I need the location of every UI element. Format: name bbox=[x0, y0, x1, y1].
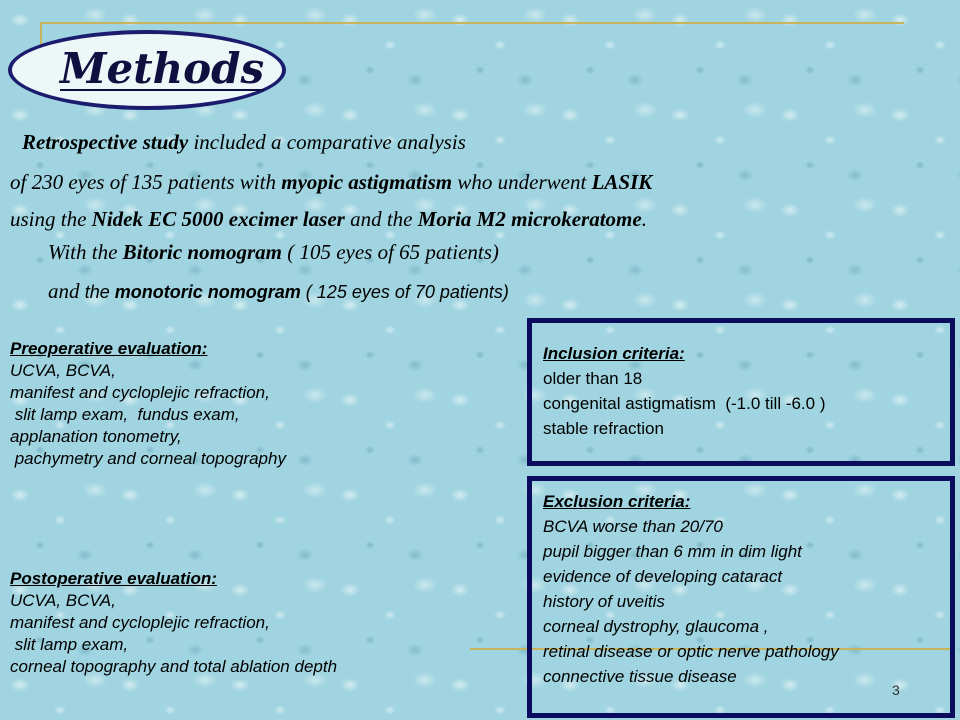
inclusion-item: congenital astigmatism (-1.0 till -6.0 ) bbox=[543, 394, 826, 413]
intro-line-4: With the Bitoric nomogram ( 105 eyes of 65 patients) bbox=[48, 240, 499, 264]
preoperative-item: manifest and cycloplejic refraction, bbox=[10, 383, 270, 402]
postoperative-item: manifest and cycloplejic refraction, bbox=[10, 613, 270, 632]
exclusion-item: pupil bigger than 6 mm in dim light bbox=[543, 542, 802, 561]
inclusion-item: older than 18 bbox=[543, 369, 643, 388]
inclusion-item: stable refraction bbox=[543, 419, 664, 438]
exclusion-item: BCVA worse than 20/70 bbox=[543, 517, 723, 536]
exclusion-item: connective tissue disease bbox=[543, 667, 737, 686]
preoperative-heading: Preoperative evaluation: bbox=[10, 339, 208, 358]
exclusion-criteria-box bbox=[527, 476, 955, 718]
page-number: 3 bbox=[892, 682, 900, 698]
exclusion-item: history of uveitis bbox=[543, 592, 665, 611]
postoperative-section bbox=[10, 568, 337, 678]
preoperative-item: UCVA, BCVA, bbox=[10, 361, 116, 380]
exclusion-item: corneal dystrophy, glaucoma , bbox=[543, 617, 769, 636]
intro-line-1: Retrospective study included a comparative analysis bbox=[22, 130, 466, 154]
accent-line-top bbox=[40, 22, 904, 24]
preoperative-item: pachymetry and corneal topography bbox=[10, 449, 286, 468]
postoperative-item: slit lamp exam, bbox=[10, 635, 129, 654]
preoperative-item: slit lamp exam, fundus exam, bbox=[10, 405, 240, 424]
exclusion-item: retinal disease or optic nerve pathology bbox=[543, 642, 839, 661]
intro-line-3: using the Nidek EC 5000 excimer laser and the Moria M2 microkeratome. bbox=[10, 207, 647, 231]
slide-title: Methods bbox=[60, 44, 265, 93]
postoperative-item: UCVA, BCVA, bbox=[10, 591, 116, 610]
intro-bold-retrospective: Retrospective study bbox=[22, 130, 189, 154]
inclusion-heading: Inclusion criteria: bbox=[543, 344, 685, 363]
intro-line-2: of 230 eyes of 135 patients with myopic astigmatism who underwent LASIK bbox=[10, 170, 653, 194]
inclusion-criteria-box bbox=[527, 318, 955, 466]
exclusion-item: evidence of developing cataract bbox=[543, 567, 783, 586]
exclusion-heading: Exclusion criteria: bbox=[543, 492, 691, 511]
preoperative-item: applanation tonometry, bbox=[10, 427, 182, 446]
intro-line-5: and the monotoric nomogram ( 125 eyes of 70 patients) bbox=[48, 279, 509, 303]
postoperative-item: corneal topography and total ablation depth bbox=[10, 657, 338, 676]
preoperative-section bbox=[10, 338, 286, 470]
postoperative-heading: Postoperative evaluation: bbox=[10, 569, 217, 588]
